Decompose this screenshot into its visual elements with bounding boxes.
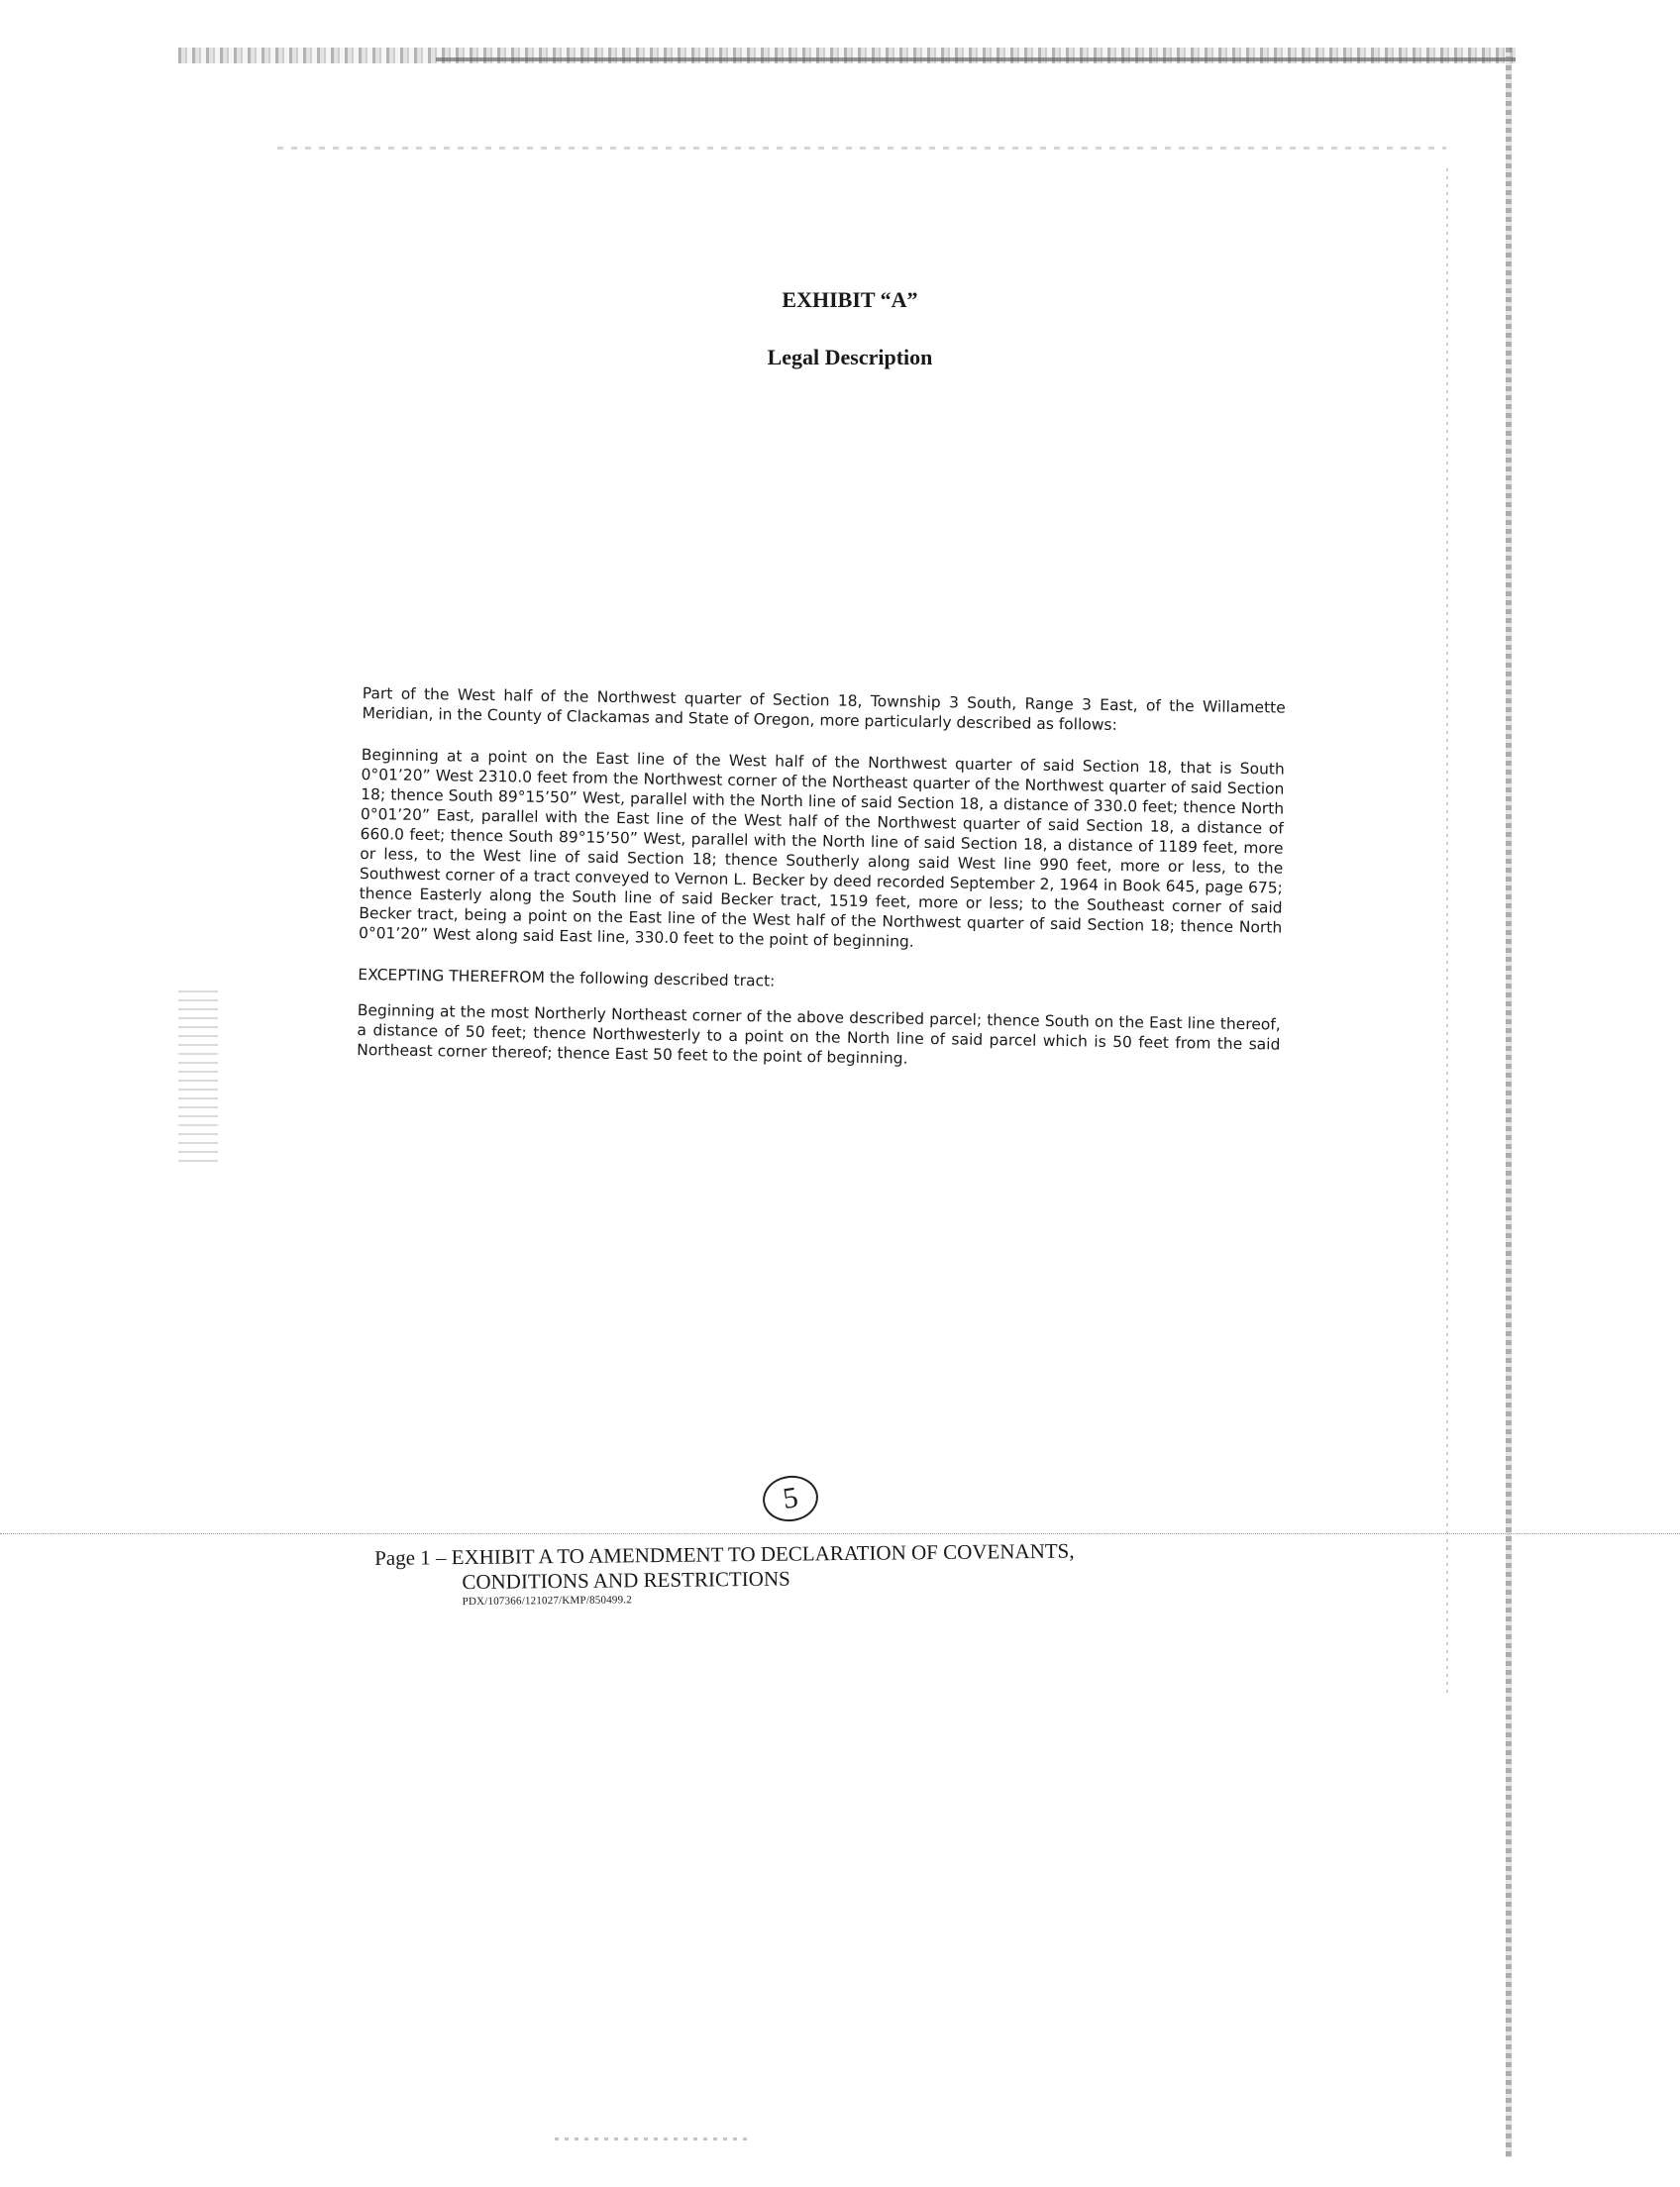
scan-bottom-specks bbox=[555, 2137, 753, 2140]
exhibit-subtitle: Legal Description bbox=[767, 345, 933, 369]
paragraph-beginning: Beginning at a point on the East line of the West half of the Northwest quarter of said Section 18, that is South 0°01’20” West 2310.0 feet from the Northwest corner of the Northeast quarter of the Northwest quarter of said Section 18; thence South 89°15’50” West, parallel with the North line of said Section 18, a distance of 330.0 feet; thence North 0°01’20” East, parallel with the East line of the West half of the Northwest quarter of said Section 18, a distance of 660.0 feet; thence South 89°15’50” West, parallel with the North line of said Section 18, a distance of 1189 feet, more or less, to the West line of said Section 18; thence Southerly along said West line 990 feet, more or less, to the Southwest corner of a tract conveyed to Vernon L. Becker by deed recorded September 2, 1964 in Book 645, page 675; thence Easterly along the South line of said Becker tract, 1519 feet, more or less; to the Southeast corner of said Becker tract, being a point on the East line of the West half of the Northwest quarter of said Section 18; thence North 0°01’20” West along said East line, 330.0 feet to the point of beginning. bbox=[358, 745, 1285, 951]
exhibit-title: EXHIBIT “A” bbox=[782, 287, 918, 312]
paragraph-excepting: EXCEPTING THEREFROM the following described tract: bbox=[358, 965, 776, 990]
footer-document-reference: PDX/107366/121027/KMP/850499.2 bbox=[462, 1594, 632, 1609]
paragraph-intro: Part of the West half of the Northwest quarter of Section 18, Township 3 South, Range 3 East, of the Willamette Meridian, in the County of Clackamas and State of Oregon, more particularly described as follows: bbox=[362, 683, 1286, 734]
footer-title-line-2: CONDITIONS AND RESTRICTIONS bbox=[462, 1566, 790, 1595]
footer-title-line-1: Page 1 – EXHIBIT A TO AMENDMENT TO DECLARATION OF COVENANTS, bbox=[374, 1538, 1075, 1570]
scan-artifact-line bbox=[277, 147, 1446, 150]
page-number-mark: 5 bbox=[760, 1472, 821, 1524]
page-footer bbox=[374, 1536, 1267, 1611]
legal-description-body bbox=[357, 683, 1286, 1096]
scan-top-edge-shadow bbox=[436, 57, 1516, 61]
scan-right-border bbox=[1446, 168, 1448, 1694]
paragraph-exception-tract: Beginning at the most Northerly Northeast corner of the above described parcel; thence South on the East line thereof, a distance of 50 feet; thence Northwesterly to a point on the North line of said parcel which is 50 feet from the said Northeast corner thereof; thence East 50 feet to the point of beginning. bbox=[357, 1000, 1281, 1068]
scan-horizontal-rule bbox=[0, 1533, 1680, 1535]
scan-left-specks bbox=[178, 990, 218, 1169]
